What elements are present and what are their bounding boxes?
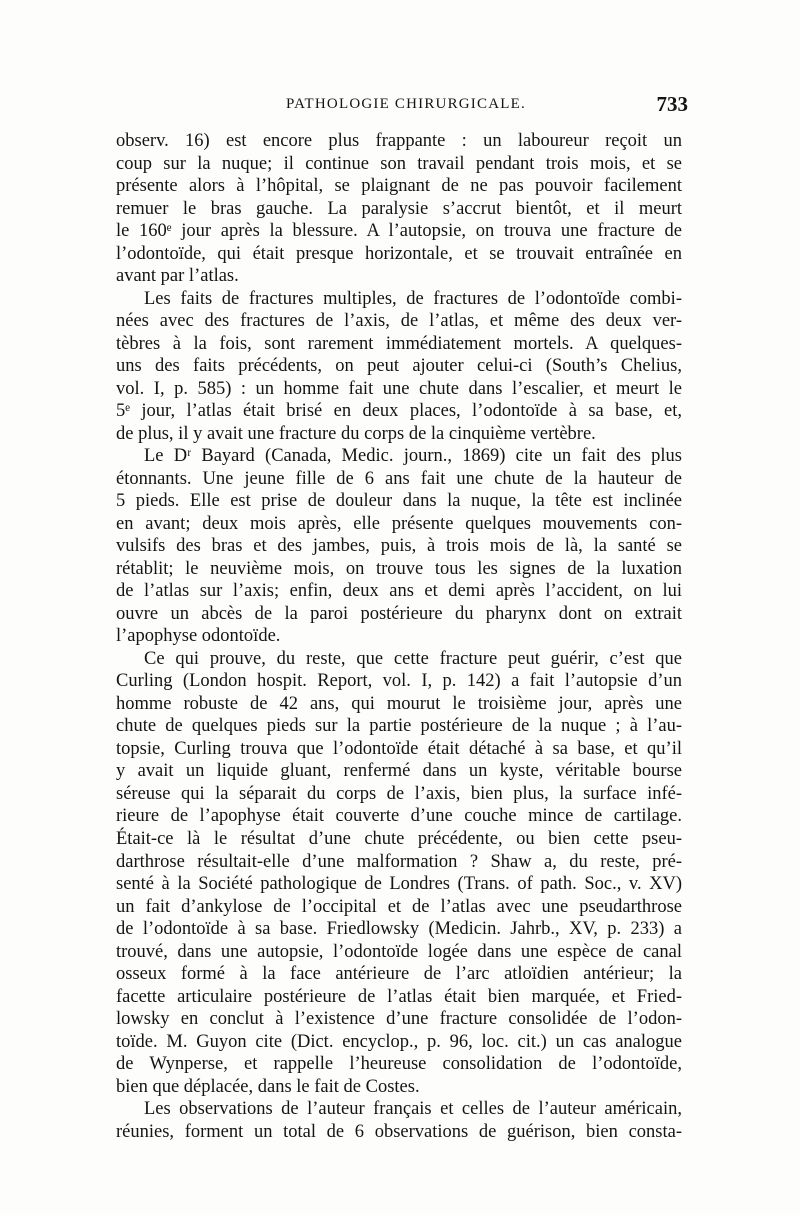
text-line: facette articulaire postérieure de l’atlas était bien marquée, et Fried- [116,986,682,1007]
text-line: 5 pieds. Elle est prise de douleur dans la nuque, la tête est inclinée [116,491,682,512]
text-line: de plus, il y avait une fracture du corps de la cinquième vertèbre. [116,423,596,444]
text-line: de l’atlas sur l’axis; enfin, deux ans et demi après l’accident, on lui [116,581,682,602]
text-line: homme robuste de 42 ans, qui mourut le troisième jour, après une [116,693,682,714]
text-line: Les faits de fractures multiples, de fractures de l’odontoïde combi- [144,288,682,309]
text-line: l’apophyse odontoïde. [116,626,281,647]
text-line: tèbres à la fois, sont rarement immédiatement mortels. A quelques- [116,333,682,354]
text-line: trouvé, dans une autopsie, l’odontoïde logée dans une espèce de canal [116,941,682,962]
text-line: l’odontoïde, qui était presque horizontale, et se trouvait entraînée en [116,243,682,264]
text-line: Était-ce là le résultat d’une chute précédente, ou bien cette pseu- [116,828,682,849]
text-line: présente alors à l’hôpital, se plaignant de ne pas pouvoir facilement [116,176,682,197]
text-line: avant par l’atlas. [116,266,239,287]
text-line: séreuse qui la séparait du corps de l’axis, bien plus, la surface infé- [116,783,682,804]
text-line: 5ᵉ jour, l’atlas était brisé en deux places, l’odontoïde à sa base, et, [116,401,682,422]
text-line: observ. 16) est encore plus frappante : un laboureur reçoit un [116,131,682,151]
text-line: étonnants. Une jeune fille de 6 ans fait une chute de la hauteur de [116,468,682,489]
text-line: coup sur la nuque; il continue son travail pendant trois mois, et se [116,153,682,174]
text-line: Ce qui prouve, du reste, que cette fracture peut guérir, c’est que [144,648,682,669]
text-line: y avait un liquide gluant, renfermé dans un kyste, véritable bourse [116,761,682,782]
running-title: PATHOLOGIE CHIRURGICALE. [286,96,526,112]
text-line: topsie, Curling trouva que l’odontoïde était détaché à sa base, et qu’il [116,738,682,759]
text-line: lowsky en conclut à l’existence d’une fracture consolidée de l’odon- [116,1009,682,1030]
text-line: Les observations de l’auteur français et celles de l’auteur américain, [144,1099,682,1120]
text-line: osseux formé à la face antérieure de l’arc atloïdien antérieur; la [116,964,682,985]
text-line: le 160ᵉ jour après la blessure. A l’autopsie, on trouva une fracture de [116,221,682,242]
text-line: bien que déplacée, dans le fait de Costes. [116,1076,420,1097]
text-line: un fait d’ankylose de l’occipital et de l’atlas avec une pseudarthrose [116,896,682,917]
text-line: de Wynperse, et rappelle l’heureuse consolidation de l’odontoïde, [116,1054,682,1075]
text-line: vulsifs des bras et des jambes, puis, à trois mois de là, la santé se [116,536,682,557]
text-line: de l’odontoïde à sa base. Friedlowsky (Medicin. Jahrb., XV, p. 233) a [116,919,682,940]
text-line: ouvre un abcès de la paroi postérieure du pharynx dont on extrait [116,603,682,624]
text-line: Curling (London hospit. Report, vol. I, p. 142) a fait l’autopsie d’un [116,671,682,692]
text-line: Le Dʳ Bayard (Canada, Medic. journ., 1869) cite un fait des plus [144,446,682,467]
text-line: rétablit; le neuvième mois, on trouve tous les signes de la luxation [116,558,682,579]
body-text [116,130,682,1143]
text-line: en avant; deux mois après, elle présente quelques mouvements con- [116,513,682,534]
text-line: chute de quelques pieds sur la partie postérieure de la nuque ; à l’au- [116,716,682,737]
text-line: senté à la Société pathologique de Londres (Trans. of path. Soc., v. XV) [116,874,682,895]
text-line: remuer le bras gauche. La paralysie s’accrut bientôt, et il meurt [116,198,682,219]
text-line: nées avec des fractures de l’axis, de l’atlas, et même des deux ver- [116,311,682,332]
text-line: uns des faits précédents, on peut ajouter celui-ci (South’s Chelius, [116,356,682,377]
text-line: rieure de l’apophyse était couverte d’une couche mince de cartilage. [116,806,682,827]
text-line: darthrose résultait-elle d’une malformation ? Shaw a, du reste, pré- [116,851,682,872]
text-line: réunies, forment un total de 6 observations de guérison, bien consta- [116,1121,682,1142]
running-head [116,92,688,122]
text-line: vol. I, p. 585) : un homme fait une chute dans l’escalier, et meurt le [116,378,682,399]
page-number: 733 [656,92,688,116]
text-line: toïde. M. Guyon cite (Dict. encyclop., p. 96, loc. cit.) un cas analogue [116,1031,682,1052]
